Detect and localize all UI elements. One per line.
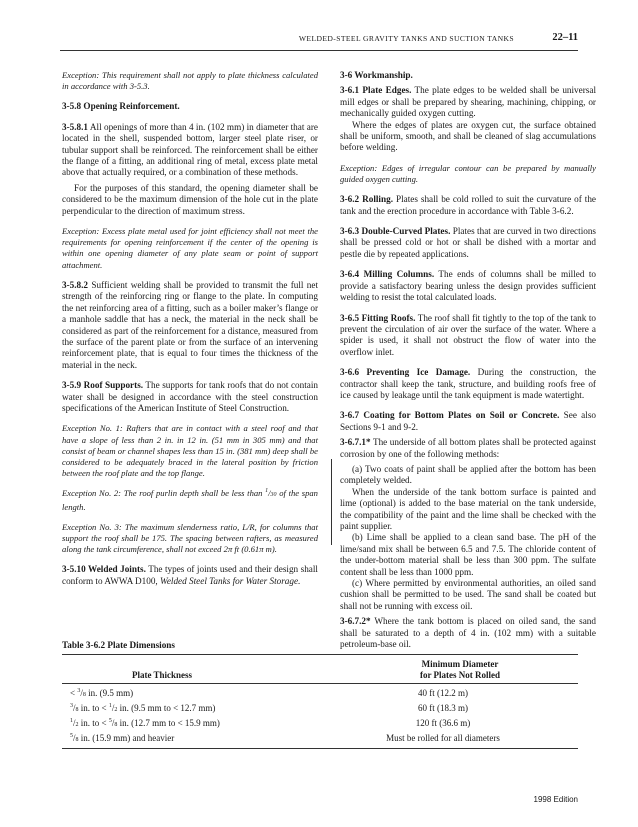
cell-text: <: [70, 688, 78, 698]
fraction-denominator: 8: [82, 692, 86, 698]
exception-no-2: Exception No. 2: The roof purlin depth shall be less than $^1$/30 of the span length.: [62, 488, 318, 512]
para-tag: 3-6.7 Coating for Bottom Plates on Soil or Concrete.: [340, 410, 560, 421]
running-head: [60, 34, 578, 48]
cell-text: in. (15.9 mm) and heavier: [78, 733, 175, 743]
table-title: Table 3-6.2 Plate Dimensions: [62, 640, 175, 650]
change-bar: [331, 459, 332, 545]
page-number: 22–11: [552, 32, 578, 43]
standard-title: Welded Steel Tanks for Water Storage.: [160, 575, 301, 586]
heading-3-6: 3-6 Workmanship.: [340, 70, 413, 80]
para-text: Where the tank bottom is placed on oiled sand, the sand shall be saturated to a depth of 4 in. (102 mm) with a suitable petroleum-base oil.: [340, 616, 596, 650]
table-row-thickness: < $^3$/8 in. (9.5 mm): [70, 688, 134, 698]
para-tag: 3-6.7.2*: [340, 616, 371, 627]
table-row-diameter: 60 ft (18.3 m): [418, 703, 468, 713]
item-a: (a) Two coats of paint shall be applied after the bottom has been completely welded.: [340, 463, 596, 486]
fraction-denominator: 8: [75, 707, 79, 713]
item-c: (c) Where permitted by environmental authorities, an oiled sand cushion shall be permitted to be used. The sand shall be coated but shall not be running with excess oil.: [340, 578, 596, 611]
para-3-6-7-2: [340, 616, 596, 650]
fraction-numerator: 1: [70, 718, 73, 724]
table-row-thickness: $^1$/2 in. to < $^5$/8 in. (12.7 mm to < 15.9 mm): [70, 718, 220, 728]
para-3-6-1: [340, 85, 596, 119]
exception-text: Exception No. 3: The maximum slenderness ratio, L/R, for columns that support the roof shall be 175. The spacing between rafters, as measured along the tank circumference, shall not exceed: [62, 521, 318, 555]
column-header-line: Minimum Diameter: [421, 659, 499, 669]
para-text: Plates shall be cold rolled to suit the curvature of the tank and the erection procedure in accordance with Table 3-6.2.: [340, 194, 597, 216]
para-text: The plate edges to be welded shall be universal mill edges or shall be prepared by shearing, machining, chipping, or mechanically guided oxygen cutting.: [340, 85, 596, 119]
table-rule-mid: [62, 683, 578, 684]
para-tag: 3-5.9 Roof Supports.: [62, 380, 144, 391]
cell-text: in. (12.7 mm to < 15.9 mm): [117, 718, 220, 728]
exception-text: of the span length.: [62, 488, 318, 512]
para-3-6-3: [340, 226, 596, 260]
para-tag: 3-6.1 Plate Edges.: [340, 85, 412, 96]
para-3-6-2: [340, 194, 596, 217]
header-rule: [60, 50, 578, 51]
para-text: The ends of columns shall be milled to provide a satisfactory bearing unless the design provides sufficient welding to resist the total calculated loads.: [340, 269, 597, 303]
fraction-numerator: 5: [108, 718, 112, 724]
para-tag: 3-5.8.1: [62, 121, 89, 132]
fraction-numerator: 3: [77, 688, 81, 694]
para-text: The underside of all bottom plates shall be protected against corrosion by one of the following methods:: [340, 437, 596, 459]
exception-text: Exception No. 2: The roof purlin depth shall be less than: [62, 488, 266, 499]
table-row-diameter: 40 ft (12.2 m): [418, 688, 468, 698]
para-3-6-4: [340, 269, 596, 303]
para-tag: 3-6.4 Milling Columns.: [340, 269, 435, 280]
fraction-numerator: 1: [265, 488, 269, 495]
para-tag: 3-6.3 Double-Curved Plates.: [340, 226, 451, 237]
para-3-5-8-2: [62, 280, 318, 371]
para-text: The roof shall fit tightly to the top of the tank to prevent the circulation of air over the surface of the water. Where a spider is used, it shall not obstruct the flow of water into the overflow inlet.: [340, 312, 596, 357]
cell-text: in. to <: [78, 718, 109, 728]
para-tag: 3-6.2 Rolling.: [340, 194, 393, 205]
column-header-minimum-diameter: [380, 659, 540, 681]
para-text: Plates that are curved in two directions shall be pressed cold or hot or shall be dished with a mortar and pestle die by repeated applications.: [340, 226, 597, 259]
cell-text: in. (9.5 mm): [85, 688, 134, 698]
fraction-denominator: 8: [75, 737, 79, 743]
para-3-5-8-1: [62, 122, 318, 179]
fraction-numerator: 5: [70, 733, 73, 739]
fraction-denominator: 2: [75, 722, 79, 728]
cell-text: in. (9.5 mm to < 12.7 mm): [117, 703, 216, 713]
right-column: [340, 70, 596, 650]
fraction-denominator: 2: [114, 707, 118, 713]
item-b: (b) Lime shall be applied to a clean sand base. The pH of the lime/sand mix shall be between 6.5 and 7.5. The chloride content of the under-bottom material shall be less than 300 ppm. The sulfate content shall be less than 1000 ppm.: [340, 532, 596, 577]
table-row-thickness: $^5$/8 in. (15.9 mm) and heavier: [70, 733, 175, 743]
para-text: During the construction, the contractor shall keep the tank, structure, and building roofs free of ice caused by leakage until the tank equipment is made watertight.: [340, 367, 597, 400]
para-text: All openings of more than 4 in. (102 mm) in diameter that are located in the shell, suspended bottom, larger steel plate riser, or tubular support shall be reinforced. The reinforcement shall be either the flange of a fitting, an additional ring of metal, excess plate metal above that actually required, or a combination of these methods.: [62, 121, 318, 178]
running-head-title: WELDED-STEEL GRAVITY TANKS AND SUCTION TANKS: [298, 34, 514, 43]
para-tag: 3-6.5 Fitting Roofs.: [340, 312, 416, 323]
para-tag: 3-5.8.2: [62, 279, 89, 290]
para-3-5-9: [62, 380, 318, 414]
para-oxygen-cut: Where the edges of plates are oxygen cut, the surface obtained shall be uniform, smooth, and shall be cleaned of slag accumulations before welding.: [340, 119, 596, 153]
item-a-paint: When the underside of the tank bottom surface is painted and lime (optional) is added to the base material on the tank underside, the compatibility of the paint and the lime shall be checked with the paint supplier.: [340, 486, 596, 531]
exception-edges: Exception: Edges of irregular contour can be prepared by manually guided oxygen cutting.: [340, 162, 596, 185]
para-text: See also Sections 9-1 and 9-2.: [340, 410, 596, 432]
exception-3-5-3: Exception: This requirement shall not apply to plate thickness calculated in accordance with 3-5.3.: [62, 70, 318, 92]
para-text: Sufficient welding shall be provided to transmit the full net strength of the reinforcing ring or flange to the plate. In computing the net reinforcing area of a fitting, such as a boiler maker’s flange or a manhole saddle that has a neck, the material in the neck shall be considered as part of the reinforcement for a distance, measured from the surface of the parent plate or from the surface of an intervening reinforcement plate, that is equal to four times the thickness of the material in the neck.: [62, 279, 319, 370]
para-3-6-5: [340, 313, 596, 359]
para-3-6-6: [340, 367, 596, 401]
table-row-diameter: Must be rolled for all diameters: [386, 733, 500, 743]
fraction-numerator: 3: [70, 703, 73, 709]
fraction-numerator: 1: [108, 703, 112, 709]
table-row-thickness: $^3$/8 in. to < $^1$/2 in. (9.5 mm to < 12.7 mm): [70, 703, 216, 713]
cell-text: in. to <: [78, 703, 109, 713]
exception-no-3: [62, 522, 318, 556]
fraction-denominator: 8: [114, 722, 118, 728]
edition-footer: 1998 Edition: [533, 795, 578, 804]
table-row-diameter: 120 ft (36.6 m): [415, 718, 471, 728]
para-text: The types of joints used and their design shall conform to AWWA D100,: [62, 564, 318, 586]
heading-3-5-8: 3-5.8 Opening Reinforcement.: [62, 101, 180, 112]
exception-joint-efficiency: Exception: Excess plate metal used for joint efficiency shall not meet the requirements for opening reinforcement if the center of the opening is within one opening diameter of any plate seam or point of support attachment.: [62, 226, 318, 270]
para-tag: 3-6.7.1*: [340, 437, 371, 448]
para-tag: 3-6.6 Preventing Ice Damage.: [340, 367, 471, 378]
para-text: The supports for tank roofs that do not contain water shall be designed in accordance with the steel construction specifications of the American Institute of Steel Construction.: [62, 380, 318, 413]
para-tag: 3-5.10 Welded Joints.: [62, 564, 146, 575]
para-3-5-10: [62, 564, 318, 587]
fraction-denominator: 30: [270, 492, 277, 499]
para-opening-diameter: For the purposes of this standard, the opening diameter shall be considered to be the maximum dimension of the hole cut in the plate perpendicular to the direction of maximum stress.: [62, 182, 318, 216]
column-header-plate-thickness: Plate Thickness: [131, 670, 193, 680]
exception-no-1: Exception No. 1: Rafters that are in contact with a steel roof and that have a slope of less than 2 in. in 12 in. (51 mm in 305 mm) and that consist of beam or channel shapes less than 15 in. (381 mm) deep shall be considered to be adequately braced in the lateral position by friction between the roof plate and the top flange.: [62, 423, 318, 479]
para-3-6-7: [340, 410, 596, 433]
para-3-6-7-1: [340, 437, 596, 460]
column-header-line: for Plates Not Rolled: [419, 670, 501, 680]
formula: 2π ft (0.61π m).: [223, 544, 277, 555]
table-rule-top: [62, 654, 578, 655]
table-rule-bottom: [62, 748, 578, 749]
left-column: [62, 70, 318, 587]
